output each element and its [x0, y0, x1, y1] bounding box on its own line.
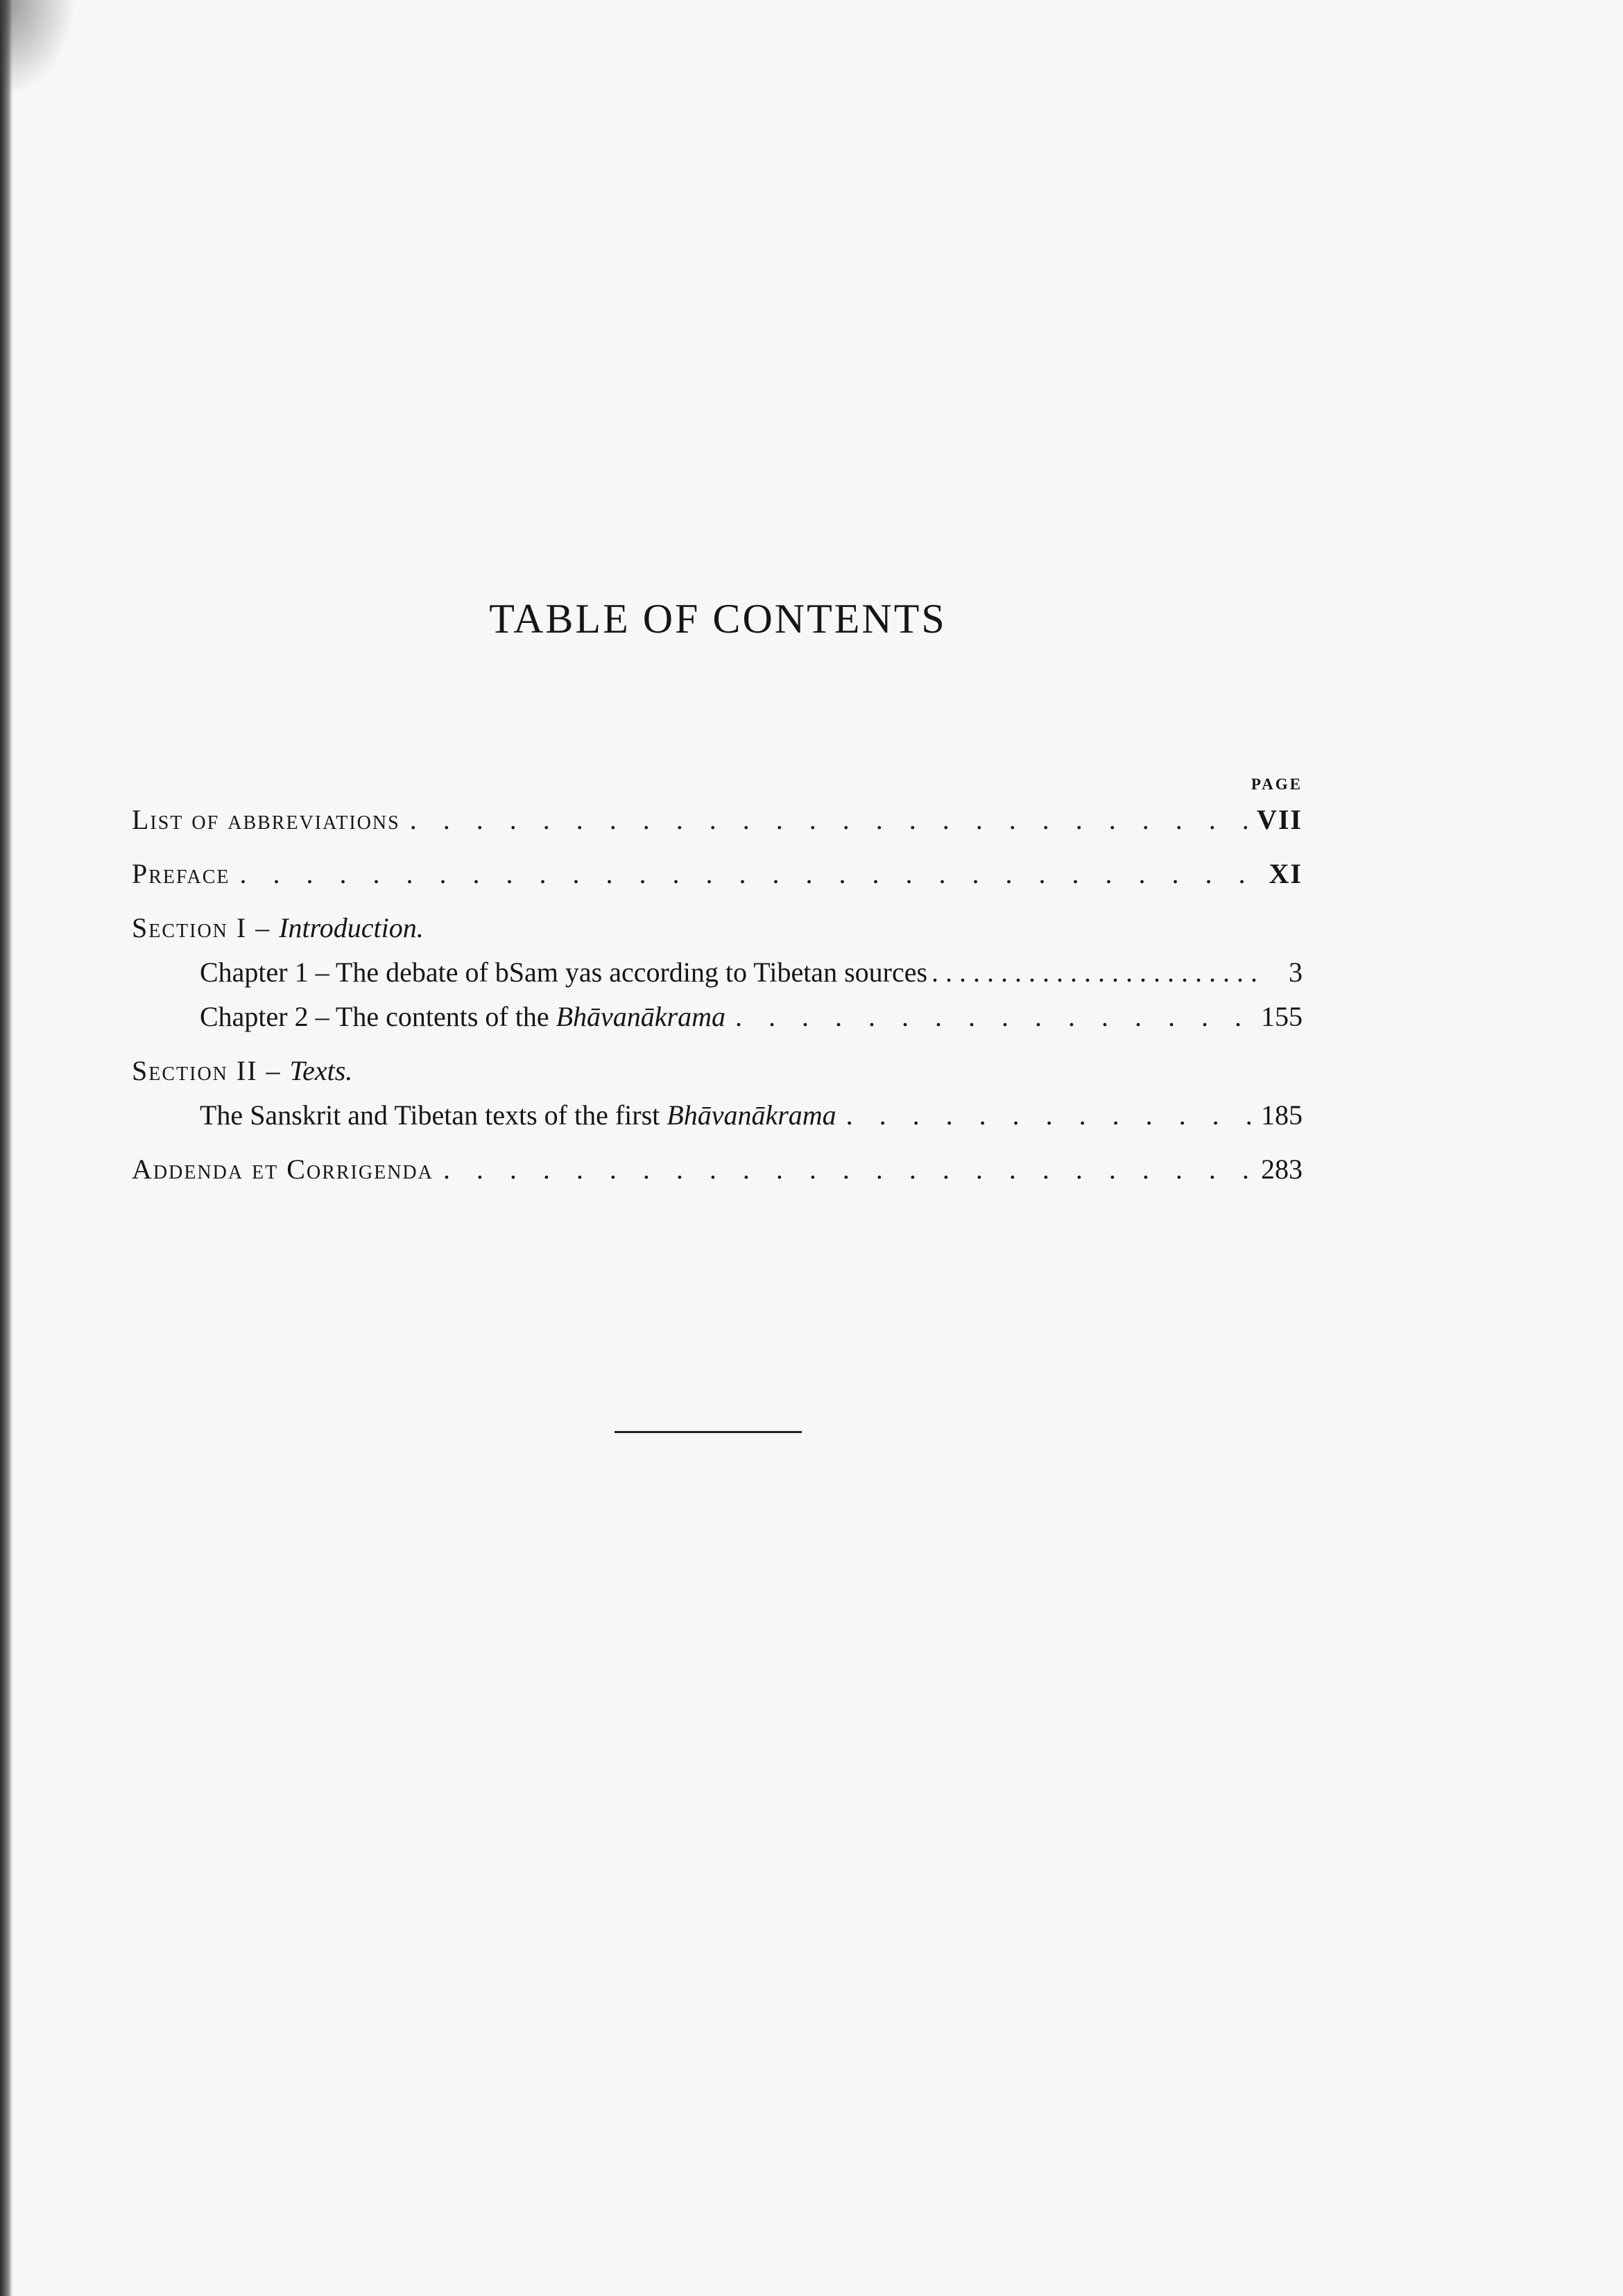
toc-section-label: [132, 1054, 352, 1087]
section-label-italic: Introduction.: [279, 912, 424, 943]
dot-leader: [846, 1099, 1251, 1131]
dot-leader: [443, 1153, 1251, 1185]
closing-rule: [615, 1431, 802, 1433]
toc-entry-label: List of abbreviations: [132, 804, 400, 835]
label-italic: Bhāvanākrama: [556, 1001, 725, 1032]
toc-entry-chapter-2[interactable]: [132, 1000, 1303, 1045]
toc-section-label: [132, 911, 424, 944]
toc-entry-page: 155: [1261, 1001, 1303, 1032]
dot-leader: [410, 803, 1247, 836]
toc-section-heading-1: [132, 911, 1303, 956]
toc-entry-abbreviations[interactable]: [132, 803, 1303, 848]
toc-section-heading-2: [132, 1054, 1303, 1099]
section-label-text: Section I –: [132, 912, 280, 943]
toc-entry-preface[interactable]: [132, 857, 1303, 902]
toc-entry-page: 185: [1261, 1099, 1303, 1131]
toc-list: [132, 803, 1303, 1197]
toc-entry-texts[interactable]: [132, 1099, 1303, 1143]
toc-entry-page: VII: [1256, 804, 1303, 835]
toc-entry-page: XI: [1269, 858, 1303, 889]
dot-leader: [931, 956, 1257, 988]
label-italic: Bhāvanākrama: [667, 1099, 836, 1131]
toc-entry-label: [200, 1000, 725, 1033]
dot-leader: [240, 857, 1251, 890]
toc-entry-chapter-1[interactable]: [132, 956, 1303, 1000]
section-label-text: Section II –: [132, 1055, 290, 1086]
page-column-heading: PAGE: [1251, 776, 1303, 793]
toc-entry-page: 283: [1261, 1154, 1303, 1185]
toc-entry-addenda[interactable]: [132, 1153, 1303, 1197]
toc-entry-label: [200, 1099, 836, 1131]
toc-entry-label: Chapter 1 – The debate of bSam yas according to Tibetan sources: [200, 957, 928, 988]
scan-corner-shadow: [0, 0, 76, 97]
label-text: Chapter 2 – The contents of the: [200, 1001, 556, 1032]
label-text: The Sanskrit and Tibetan texts of the first: [200, 1099, 667, 1131]
toc-entry-page: 3: [1289, 957, 1303, 988]
toc-entry-label: Addenda et Corrigenda: [132, 1154, 433, 1185]
toc-entry-label: Preface: [132, 858, 230, 889]
page-title: TABLE OF CONTENTS: [489, 596, 947, 642]
section-label-italic: Texts.: [289, 1055, 353, 1086]
dot-leader: [735, 1000, 1251, 1033]
scan-edge-shadow: [0, 0, 12, 2296]
